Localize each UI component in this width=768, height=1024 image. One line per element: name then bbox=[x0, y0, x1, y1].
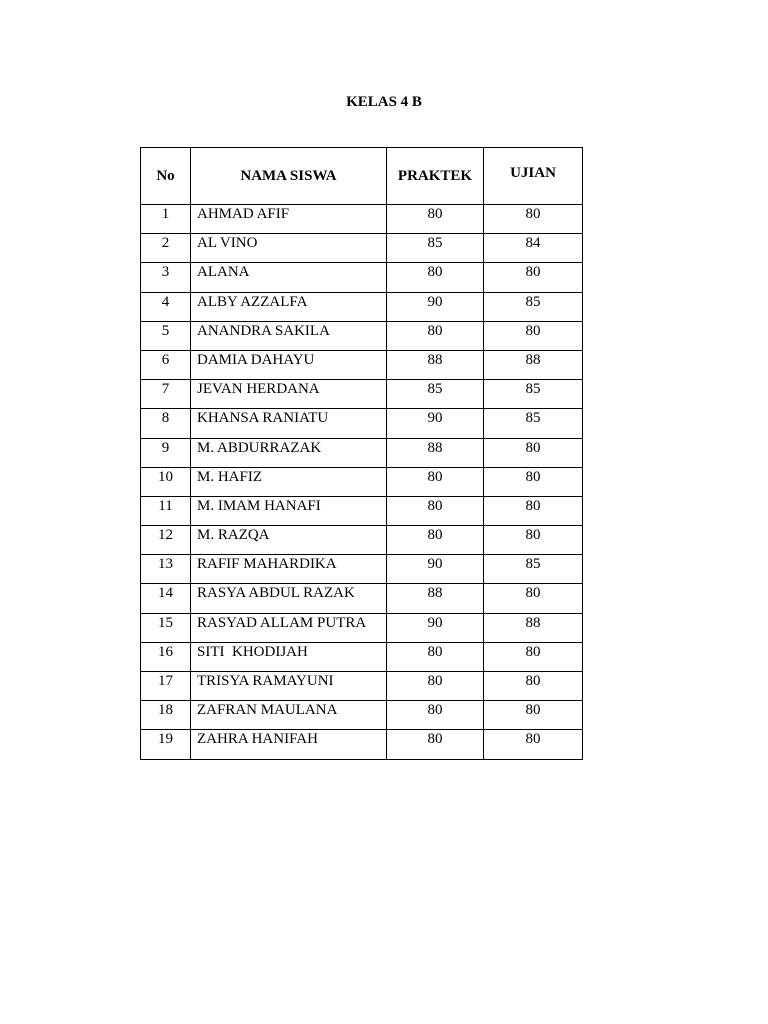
table-row bbox=[141, 438, 583, 467]
student-name: RASYAD ALLAM PUTRA bbox=[191, 613, 387, 642]
row-number: 16 bbox=[141, 642, 191, 671]
row-number: 4 bbox=[141, 292, 191, 321]
row-number: 18 bbox=[141, 701, 191, 730]
student-name: AL VINO bbox=[191, 234, 387, 263]
ujian-score: 85 bbox=[484, 555, 583, 584]
table-header-row bbox=[141, 148, 583, 205]
praktek-score: 90 bbox=[387, 292, 484, 321]
praktek-score: 80 bbox=[387, 672, 484, 701]
row-number: 9 bbox=[141, 438, 191, 467]
header-praktek: PRAKTEK bbox=[387, 148, 484, 205]
student-name: SITI KHODIJAH bbox=[191, 642, 387, 671]
student-name: ZAHRA HANIFAH bbox=[191, 730, 387, 759]
ujian-score: 80 bbox=[484, 205, 583, 234]
ujian-score: 80 bbox=[484, 263, 583, 292]
ujian-score: 80 bbox=[484, 701, 583, 730]
ujian-score: 88 bbox=[484, 613, 583, 642]
row-number: 12 bbox=[141, 526, 191, 555]
student-name: RAFIF MAHARDIKA bbox=[191, 555, 387, 584]
row-number: 2 bbox=[141, 234, 191, 263]
praktek-score: 80 bbox=[387, 642, 484, 671]
ujian-score: 80 bbox=[484, 526, 583, 555]
row-number: 6 bbox=[141, 350, 191, 379]
row-number: 11 bbox=[141, 496, 191, 525]
praktek-score: 90 bbox=[387, 555, 484, 584]
ujian-score: 80 bbox=[484, 496, 583, 525]
student-name: JEVAN HERDANA bbox=[191, 380, 387, 409]
table-row bbox=[141, 526, 583, 555]
table-row bbox=[141, 584, 583, 613]
ujian-score: 85 bbox=[484, 409, 583, 438]
student-name: TRISYA RAMAYUNI bbox=[191, 672, 387, 701]
student-name: AHMAD AFIF bbox=[191, 205, 387, 234]
praktek-score: 88 bbox=[387, 350, 484, 379]
table-row bbox=[141, 234, 583, 263]
table-row bbox=[141, 672, 583, 701]
table-row bbox=[141, 321, 583, 350]
student-name: DAMIA DAHAYU bbox=[191, 350, 387, 379]
ujian-score: 88 bbox=[484, 350, 583, 379]
praktek-score: 90 bbox=[387, 409, 484, 438]
student-name: M. IMAM HANAFI bbox=[191, 496, 387, 525]
ujian-score: 85 bbox=[484, 380, 583, 409]
ujian-score: 80 bbox=[484, 321, 583, 350]
row-number: 7 bbox=[141, 380, 191, 409]
row-number: 14 bbox=[141, 584, 191, 613]
row-number: 8 bbox=[141, 409, 191, 438]
student-name: ALBY AZZALFA bbox=[191, 292, 387, 321]
praktek-score: 80 bbox=[387, 496, 484, 525]
row-number: 17 bbox=[141, 672, 191, 701]
praktek-score: 80 bbox=[387, 730, 484, 759]
table-row bbox=[141, 730, 583, 759]
table-row bbox=[141, 380, 583, 409]
table-row bbox=[141, 205, 583, 234]
ujian-score: 80 bbox=[484, 642, 583, 671]
student-name: KHANSA RANIATU bbox=[191, 409, 387, 438]
ujian-score: 80 bbox=[484, 438, 583, 467]
praktek-score: 80 bbox=[387, 467, 484, 496]
ujian-score: 80 bbox=[484, 584, 583, 613]
praktek-score: 88 bbox=[387, 584, 484, 613]
row-number: 5 bbox=[141, 321, 191, 350]
header-ujian: UJIAN bbox=[484, 148, 583, 205]
table-row bbox=[141, 555, 583, 584]
praktek-score: 80 bbox=[387, 321, 484, 350]
ujian-score: 85 bbox=[484, 292, 583, 321]
table-row bbox=[141, 409, 583, 438]
row-number: 3 bbox=[141, 263, 191, 292]
header-name: NAMA SISWA bbox=[191, 148, 387, 205]
student-name: ZAFRAN MAULANA bbox=[191, 701, 387, 730]
page-title: KELAS 4 B bbox=[346, 94, 422, 110]
table-row bbox=[141, 496, 583, 525]
student-name: M. ABDURRAZAK bbox=[191, 438, 387, 467]
table-row bbox=[141, 263, 583, 292]
row-number: 19 bbox=[141, 730, 191, 759]
praktek-score: 80 bbox=[387, 701, 484, 730]
praktek-score: 90 bbox=[387, 613, 484, 642]
praktek-score: 80 bbox=[387, 263, 484, 292]
row-number: 15 bbox=[141, 613, 191, 642]
ujian-score: 80 bbox=[484, 467, 583, 496]
student-name: M. HAFIZ bbox=[191, 467, 387, 496]
row-number: 10 bbox=[141, 467, 191, 496]
row-number: 13 bbox=[141, 555, 191, 584]
table-row bbox=[141, 701, 583, 730]
ujian-score: 80 bbox=[484, 672, 583, 701]
table-body bbox=[141, 205, 583, 760]
student-name: ANANDRA SAKILA bbox=[191, 321, 387, 350]
praktek-score: 88 bbox=[387, 438, 484, 467]
header-no: No bbox=[141, 148, 191, 205]
praktek-score: 85 bbox=[387, 234, 484, 263]
grades-table bbox=[140, 147, 583, 760]
table-row bbox=[141, 467, 583, 496]
table-row bbox=[141, 613, 583, 642]
student-name: RASYA ABDUL RAZAK bbox=[191, 584, 387, 613]
table-row bbox=[141, 642, 583, 671]
praktek-score: 85 bbox=[387, 380, 484, 409]
row-number: 1 bbox=[141, 205, 191, 234]
praktek-score: 80 bbox=[387, 205, 484, 234]
ujian-score: 80 bbox=[484, 730, 583, 759]
ujian-score: 84 bbox=[484, 234, 583, 263]
praktek-score: 80 bbox=[387, 526, 484, 555]
table-row bbox=[141, 350, 583, 379]
student-name: ALANA bbox=[191, 263, 387, 292]
table-row bbox=[141, 292, 583, 321]
student-name: M. RAZQA bbox=[191, 526, 387, 555]
